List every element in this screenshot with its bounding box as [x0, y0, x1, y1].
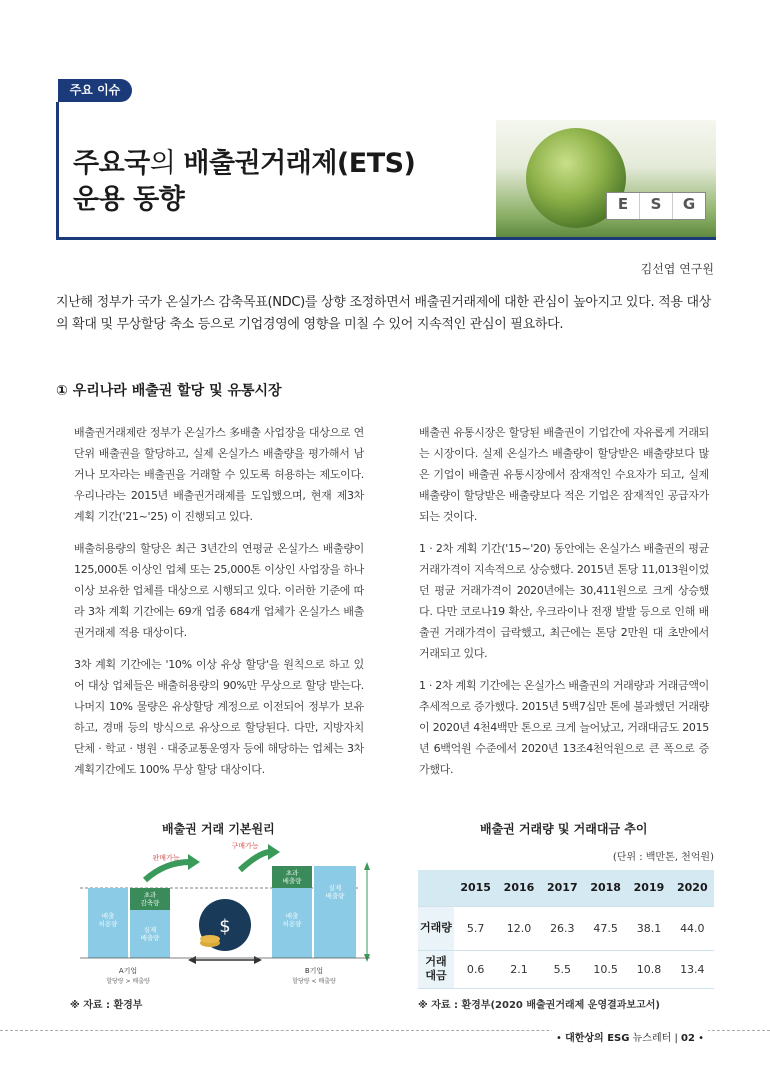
page-title: 주요국의 배출권거래제(ETS) 운용 동향 [73, 148, 416, 215]
lead-paragraph: 지난해 정부가 국가 온실가스 감축목표(NDC)를 상향 조정하면서 배출권거래제에 대한 관심이 높아지고 있다. 적용 대상의 확대 및 무상할당 축소 등으로 기업경영에 영향을 미칠 수 있어 지속적인 관심이 필요하다. [56, 295, 711, 332]
trading-table [418, 870, 714, 989]
row-label: 거래 대금 [418, 950, 454, 988]
table-cell: 10.8 [627, 950, 670, 988]
table-cell: 47.5 [584, 906, 627, 950]
paragraph: 1 · 2차 계획 기간에는 온실가스 배출권의 거래량과 거래금액이 추세적으로 증가했다. 2015년 5백7십만 톤에 불과했던 거래량이 2020년 4천4백만 톤으로 크게 늘어났고, 거래대금도 2015년 6백억원 수준에서 2020년 13조4천억원으로 큰 폭으로 증가했다. [419, 679, 709, 776]
svg-text:할당량 < 배출량: 할당량 < 배출량 [292, 978, 336, 985]
table-header: 2017 [541, 870, 584, 906]
esg-blocks [606, 192, 706, 220]
section-tag: 주요 이슈 [58, 79, 132, 102]
section-title: ① 우리나라 배출권 할당 및 유통시장 [56, 383, 282, 399]
table-header: 2019 [627, 870, 670, 906]
svg-text:판매가능: 판매가능 [152, 854, 180, 862]
table-row [418, 950, 714, 988]
table-source: ※ 자료 : 환경부(2020 배출권거래제 운영결과보고서) [418, 1000, 660, 1011]
footer: • 대한상의 ESG 뉴스레터 | 02 • [552, 1029, 708, 1044]
paragraph: 배출허용량의 할당은 최근 3년간의 연평균 온실가스 배출량이 125,000톤 이상인 업체 또는 25,000톤 이상인 사업장을 하나 이상 보유한 업체를 대상으로 시행되고 있다. 이러한 기준에 따라 3차 계획 기간에는 69개 업종 684개 업체가 온실가스 배출권거래제 적용 대상이다. [74, 542, 364, 639]
b-actual-bar [314, 866, 356, 958]
table-corner [418, 870, 454, 906]
table-row [418, 906, 714, 950]
table-cell: 38.1 [627, 906, 670, 950]
table-header: 2016 [497, 870, 540, 906]
trading-diagram [70, 840, 380, 990]
table-cell: 44.0 [671, 906, 714, 950]
table-header: 2015 [454, 870, 497, 906]
author: 김선엽 연구원 [640, 262, 714, 276]
left-column [74, 422, 364, 791]
diagram-title: 배출권 거래 기본원리 [162, 822, 275, 836]
svg-text:$: $ [219, 916, 231, 937]
diagram-source: ※ 자료 : 환경부 [70, 1000, 143, 1011]
table-header: 2018 [584, 870, 627, 906]
svg-text:초과배출량: 초과 배출량 [282, 869, 302, 885]
paragraph: 1 · 2차 계획 기간('15~'20) 동안에는 온실가스 배출권의 평균 거래가격이 지속적으로 상승했다. 2015년 톤당 11,013원이었던 평균 거래가격이 2020년에는 30,411원으로 크게 상승했다. 다만 코로나19 확산, 우크라이나 전쟁 발발 등으로 인해 배출권 거래가격이 급락했고, 최근에는 톤당 2만원 대 초반에서 거래되고 있다. [419, 542, 709, 660]
esg-letter-g: G [682, 195, 696, 213]
svg-text:구매가능: 구매가능 [231, 842, 259, 850]
svg-text:B기업: B기업 [304, 967, 324, 975]
right-column [419, 422, 709, 791]
table-cell: 26.3 [541, 906, 584, 950]
paragraph: 배출권거래제란 정부가 온실가스 多배출 사업장을 대상으로 연단위 배출권을 할당하고, 실제 온실가스 배출량을 평가해서 남거나 모자라는 배출권을 거래할 수 있도록 허용하는 제도이다. 우리나라는 2015년 배출권거래제를 도입했으며, 현재 제3차 계획 기간('21~'25) 이 진행되고 있다. [74, 426, 364, 523]
table-cell: 13.4 [671, 950, 714, 988]
svg-text:할당량 > 배출량: 할당량 > 배출량 [106, 978, 150, 985]
row-label: 거래량 [418, 906, 454, 950]
table-cell: 5.5 [541, 950, 584, 988]
title-block [56, 102, 716, 240]
table-header: 2020 [671, 870, 714, 906]
hero-image [496, 120, 716, 237]
table-cell: 12.0 [497, 906, 540, 950]
table-title: 배출권 거래량 및 거래대금 추이 [480, 822, 648, 836]
table-cell: 5.7 [454, 906, 497, 950]
svg-text:초과감축량: 초과 감축량 [140, 891, 160, 907]
paragraph: 3차 계획 기간에는 '10% 이상 유상 할당'을 원칙으로 하고 있어 대상 업체들은 배출허용량의 90%만 무상으로 할당 받는다. 나머지 10% 물량은 유상할당 계정으로 이전되어 정부가 보유하고, 경매 등의 방식으로 유상으로 할당된다. 다만, 지방자치단체 · 학교 · 병원 · 대중교통운영자 등에 해당하는 업체는 3차 계획기간에도 100% 무상 할당 대상이다. [74, 658, 364, 776]
table-cell: 10.5 [584, 950, 627, 988]
svg-text:A기업: A기업 [118, 967, 138, 975]
esg-letter-s: S [640, 193, 673, 219]
paragraph: 배출권 유통시장은 할당된 배출권이 기업간에 자유롭게 거래되는 시장이다. 실제 온실가스 배출량이 할당받은 배출량보다 많은 기업이 배출권 유통시장에서 잠재적인 수요자가 되고, 실제 배출량이 할당받은 배출량보다 적은 기업은 잠재적인 공급자가 되는 것이다. [419, 426, 709, 523]
table-unit: (단위 : 백만톤, 천억원) [612, 852, 714, 863]
svg-text:실제배출량: 실제 배출량 [140, 926, 160, 942]
svg-text:실제배출량: 실제 배출량 [325, 884, 345, 900]
table-cell: 2.1 [497, 950, 540, 988]
svg-text:배출허용량: 배출 허용량 [98, 912, 118, 928]
table-cell: 0.6 [454, 950, 497, 988]
svg-text:배출허용량: 배출 허용량 [282, 912, 302, 928]
esg-letter-e: E [607, 193, 640, 219]
